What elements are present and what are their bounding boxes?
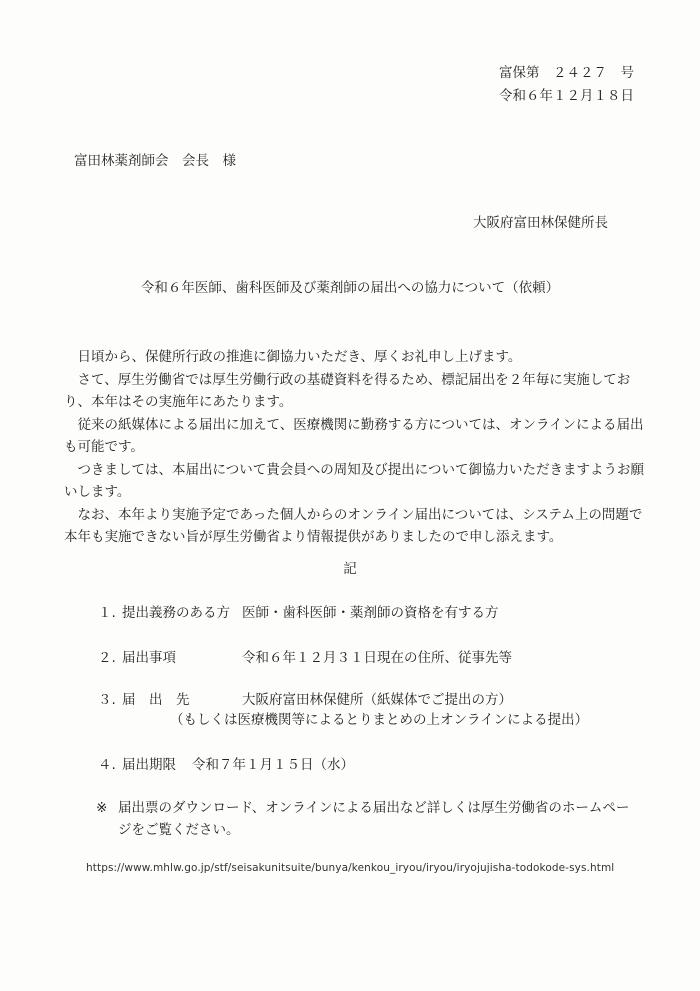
list-item	[98, 756, 354, 774]
item-label: 届出期限	[122, 757, 176, 773]
item-value: 医師・歯科医師・薬剤師の資格を有する方	[242, 605, 499, 621]
document-title: 令和６年医師、歯科医師及び薬剤師の届出への協力について（依頼）	[140, 280, 560, 296]
body-paragraph: 日頃から、保健所行政の推進に御協力いただき、厚くお礼申し上げます。	[77, 349, 522, 365]
item-number: １.	[98, 605, 116, 621]
body-paragraph: さて、厚生労働省では厚生労働行政の基礎資料を得るため、標記届出を２年毎に実施しており、本年はその実施年にあたります。	[64, 371, 631, 410]
note-mark: ※	[96, 800, 108, 816]
item-value-secondary: （もしくは医療機関等によるとりまとめの上オンラインによる提出）	[170, 712, 589, 728]
note	[96, 797, 636, 841]
addressee: 富田林薬剤師会 会長 様	[74, 153, 236, 169]
ki-heading: 記	[343, 561, 357, 577]
item-number: ２.	[98, 650, 116, 666]
item-value: 令和６年１２月３１日現在の住所、従事先等	[242, 650, 512, 666]
document-date: 令和６年１２月１８日	[499, 88, 634, 104]
item-label: 提出義務のある方	[122, 605, 230, 621]
reference-url[interactable]: https://www.mhlw.go.jp/stf/seisakunitsuite/bunya/kenkou_iryou/iryou/iryojujisha-todokode-sys.html	[86, 862, 615, 874]
list-item	[98, 604, 499, 622]
list-item	[98, 649, 512, 667]
sender: 大阪府富田林保健所長	[473, 215, 608, 231]
note-text: 届出票のダウンロード、オンラインによる届出など詳しくは厚生労働省のホームページをご覧ください。	[118, 800, 630, 838]
item-number: ３.	[98, 692, 116, 708]
item-number: ４.	[98, 757, 116, 773]
body-paragraph: 従来の紙媒体による届出に加えて、医療機関に勤務する方については、オンラインによる届出も可能です。	[64, 416, 644, 455]
item-value: 令和７年１月１５日（水）	[192, 757, 354, 773]
item-label: 届出事項	[122, 650, 176, 666]
item-label: 届 出 先	[122, 692, 190, 708]
body-text	[64, 346, 644, 549]
list-item	[98, 691, 589, 728]
body-paragraph: つきましては、本届出について貴会員への周知及び提出について御協力いただきますようお願いします。	[64, 461, 644, 500]
item-value: 大阪府富田林保健所（紙媒体でご提出の方）	[242, 692, 512, 708]
document-number: 富保第 ２４２７ 号	[499, 65, 634, 81]
body-paragraph: なお、本年より実施予定であった個人からのオンライン届出については、システム上の問題で本年も実施できない旨が厚生労働省より情報提供がありましたので申し添えます。	[64, 506, 643, 545]
